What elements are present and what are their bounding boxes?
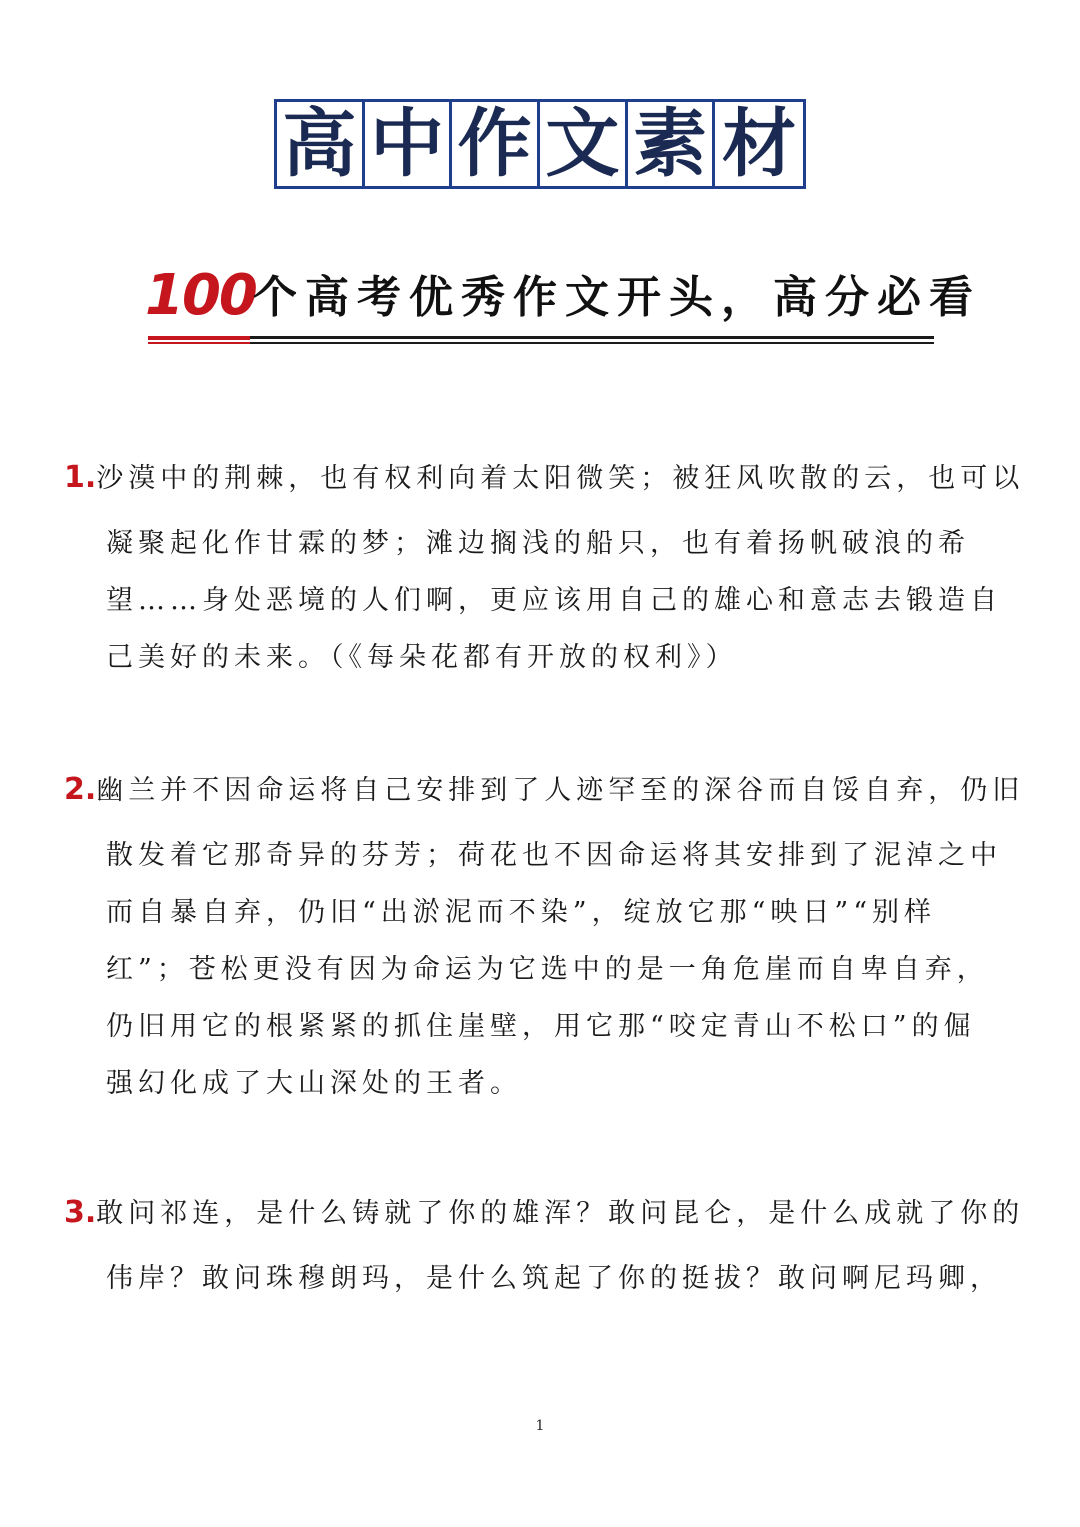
subtitle-underline-thin (250, 342, 934, 344)
title-char: 中 (365, 102, 453, 186)
page-number: 1 (535, 1418, 545, 1434)
entry-3 (64, 1193, 1025, 1307)
entry-text: 沙漠中的荆棘，也有权利向着太阳微笑；被狂风吹散的云，也可以 (96, 463, 1025, 494)
entry-line: 强幻化成了大山深处的王者。 (106, 1068, 522, 1099)
entry-1 (64, 458, 1025, 686)
entry-body (106, 1250, 1006, 1307)
entry-2 (64, 770, 1025, 1112)
entry-body (106, 515, 1006, 686)
entry-first-line (64, 770, 1025, 811)
entry-first-line (64, 1193, 1025, 1234)
title-grid (274, 99, 806, 189)
subtitle-underline-accent (148, 336, 250, 340)
entry-line: 望……身处恶境的人们啊，更应该用自己的雄心和意志去锻造自 (106, 585, 1002, 616)
entry-number: 1. (64, 460, 97, 495)
subtitle-text: 个高考优秀作文开头，高分必看 (253, 272, 981, 323)
title-char: 材 (722, 102, 797, 186)
entry-line: 己美好的未来。（《每朵花都有开放的权利》） (106, 642, 738, 673)
title-char: 高 (277, 102, 365, 186)
subtitle-underline-accent-thin (148, 342, 250, 344)
entry-line: 凝聚起化作甘霖的梦；滩边搁浅的船只，也有着扬帆破浪的希 (106, 528, 970, 559)
subtitle (145, 262, 981, 342)
title-char: 作 (452, 102, 540, 186)
title-char: 文 (540, 102, 628, 186)
entry-text: 幽兰并不因命运将自己安排到了人迹罕至的深谷而自馁自弃，仍旧 (96, 775, 1025, 806)
title-char: 素 (628, 102, 716, 186)
entry-number: 3. (64, 1195, 97, 1230)
subtitle-underline (250, 336, 934, 339)
entry-first-line (64, 458, 1025, 499)
entry-text: 敢问祁连，是什么铸就了你的雄浑？敢问昆仑，是什么成就了你的 (96, 1198, 1025, 1229)
entry-number: 2. (64, 772, 97, 807)
entry-line: 仍旧用它的根紧紧的抓住崖壁，用它那“咬定青山不松口”的倔 (106, 1011, 976, 1042)
entry-line: 红”；苍松更没有因为命运为它选中的是一角危崖而自卑自弃， (106, 954, 989, 985)
entry-line: 伟岸？敢问珠穆朗玛，是什么筑起了你的挺拔？敢问啊尼玛卿， (106, 1263, 1002, 1294)
entry-line: 散发着它那奇异的芬芳；荷花也不因命运将其安排到了泥淖之中 (106, 840, 1002, 871)
entry-body (106, 827, 1006, 1112)
subtitle-number: 100 (145, 263, 256, 328)
entry-line: 而自暴自弃，仍旧“出淤泥而不染”，绽放它那“映日”“别样 (106, 897, 937, 928)
